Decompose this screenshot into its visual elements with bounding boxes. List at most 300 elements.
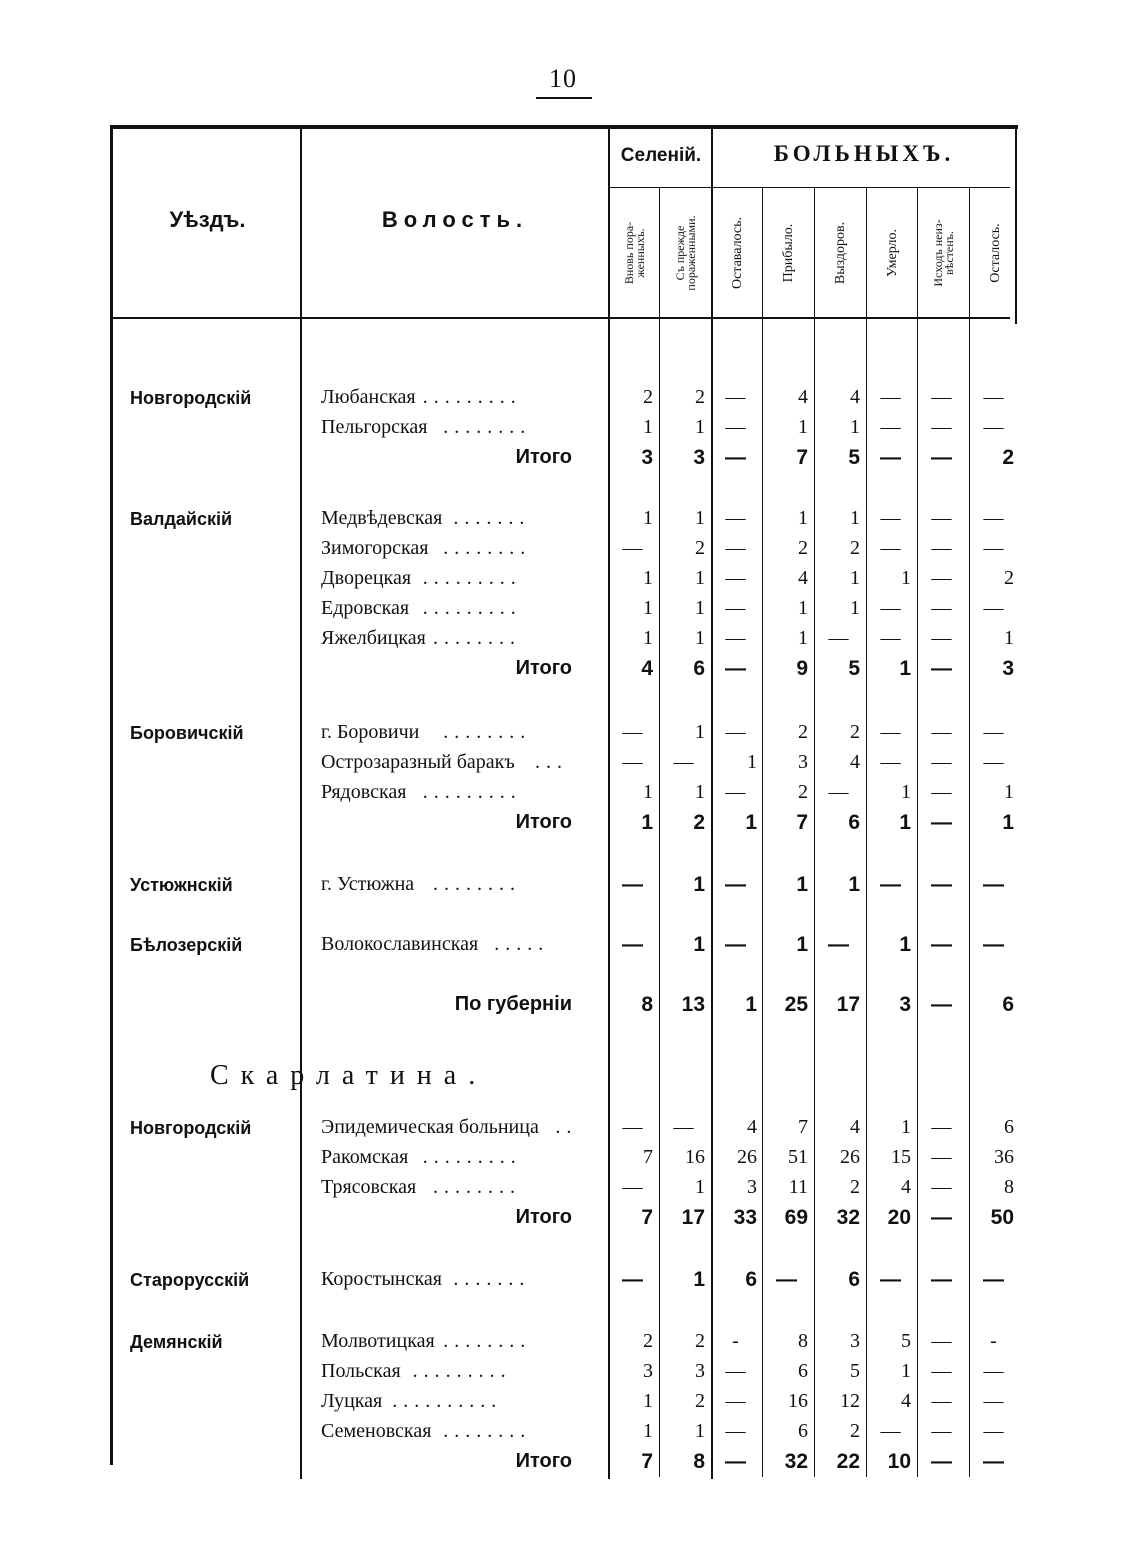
leader-dots: ......... [422,567,522,589]
value-cell: 16 [685,1146,705,1168]
volost-name: Рядовская [321,781,407,803]
value-cell: — [931,567,952,589]
value-cell: — [880,873,901,896]
value-cell: — [880,751,901,773]
table-row [110,1328,1020,1358]
leader-dots: ........ [433,1176,521,1198]
value-cell: — [725,873,746,896]
volost-name: г. Устюжна [321,873,415,895]
value-cell: — [931,537,952,559]
total-label: Итого [515,811,572,833]
value-cell: 51 [788,1146,808,1168]
value-cell: 5 [848,446,860,469]
page-number-underline [536,97,592,99]
value-cell: — [931,597,952,619]
value-cell: 1 [695,567,705,589]
value-cell: 1 [1004,627,1014,649]
value-cell: 1 [798,507,808,529]
value-cell: 3 [693,446,705,469]
uezd-name: Устюжнскій [130,875,233,895]
table-row-total [110,1204,1020,1234]
right-border [1015,129,1017,324]
value-cell: 1 [901,1360,911,1382]
table-row [110,535,1020,565]
column-header-4: Прибыло. [780,223,796,283]
volost-name: Луцкая [321,1390,383,1412]
value-cell: - [990,1330,997,1352]
value-cell: — [931,1450,952,1473]
table-row [110,779,1020,809]
leader-dots: ........ [443,1420,532,1442]
volost-name: Коростынская [321,1268,442,1290]
value-cell: 6 [848,811,860,834]
leader-dots: ........ [433,873,521,895]
value-cell: 4 [641,657,653,680]
total-label: Итого [515,446,572,468]
volost-name: Медвѣдевская [321,507,443,529]
leader-dots: ........ [433,627,521,649]
value-cell: — [983,416,1004,438]
value-cell: — [880,721,901,743]
leader-dots: ....... [453,1268,531,1290]
value-cell: 4 [798,386,808,408]
value-cell: — [931,721,952,743]
value-cell: 1 [745,811,757,834]
value-cell: 1 [643,1390,653,1412]
leader-dots: ......... [422,781,522,803]
table-row [110,1144,1020,1174]
value-cell: 2 [695,386,705,408]
value-cell: 1 [695,416,705,438]
value-cell: — [983,873,1004,896]
value-cell: — [983,507,1004,529]
value-cell: — [725,1420,746,1442]
value-cell: 4 [798,567,808,589]
value-cell: — [725,567,746,589]
value-cell: 3 [798,751,808,773]
value-cell: 26 [737,1146,757,1168]
value-cell: — [983,597,1004,619]
value-cell: 2 [695,537,705,559]
uezd-name: Валдайскій [130,509,233,529]
table-row [110,595,1020,625]
value-cell: — [725,507,746,529]
value-cell: — [880,537,901,559]
volost-name: Любанская [321,386,416,408]
table-row [110,931,1020,961]
value-cell: — [880,446,901,469]
value-cell: — [931,811,952,834]
value-cell: 11 [788,1176,808,1198]
value-cell: — [725,657,746,680]
value-cell: 26 [840,1146,860,1168]
table-row-total [110,809,1020,839]
value-cell: — [983,537,1004,559]
table-row-total [110,444,1020,474]
value-cell: 22 [836,1450,860,1473]
value-cell: — [880,416,901,438]
value-cell: 1 [899,657,911,680]
volost-name: Острозаразный баракъ [321,751,515,773]
table-row-total [110,991,1020,1021]
value-cell: 1 [695,627,705,649]
volost-name: Трясовская [321,1176,417,1198]
value-cell: 3 [643,1360,653,1382]
column-header-8: Осталось. [987,223,1003,283]
value-cell: 5 [850,1360,860,1382]
leader-dots: ....... [453,507,531,529]
uezd-name: Старорусскій [130,1270,250,1290]
value-cell: 7 [796,811,808,834]
leader-dots: .. [555,1116,578,1138]
value-cell: — [622,933,643,956]
volost-name: Польская [321,1360,401,1382]
value-cell: 2 [643,1330,653,1352]
value-cell: — [725,721,746,743]
value-cell: 1 [695,507,705,529]
value-cell: — [983,1450,1004,1473]
value-cell: — [931,751,952,773]
table-row [110,565,1020,595]
uezd-name: Бѣлозерскій [130,935,243,955]
value-cell: — [725,627,746,649]
value-cell: 25 [784,993,808,1016]
value-cell: — [983,386,1004,408]
value-cell: 1 [850,567,860,589]
table-row [110,1358,1020,1388]
value-cell: 5 [848,657,860,680]
value-cell: 32 [836,1206,860,1229]
value-cell: 8 [693,1450,705,1473]
value-cell: 2 [695,1330,705,1352]
value-cell: 1 [796,873,808,896]
value-cell: 15 [891,1146,911,1168]
value-cell: 6 [798,1420,808,1442]
value-cell: — [931,627,952,649]
value-cell: 4 [747,1116,757,1138]
volost-name: Яжелбицкая [321,627,426,649]
leader-dots: ..... [494,933,550,955]
value-cell: 1 [901,781,911,803]
value-cell: 7 [796,446,808,469]
value-cell: — [725,1450,746,1473]
value-cell: 2 [798,537,808,559]
value-cell: — [931,933,952,956]
value-cell: — [725,416,746,438]
leader-dots: ........ [443,1330,532,1352]
value-cell: 6 [1002,993,1014,1016]
value-cell: 7 [641,1450,653,1473]
value-cell: 3 [747,1176,757,1198]
value-cell: — [880,597,901,619]
value-cell: 1 [643,781,653,803]
value-cell: — [931,781,952,803]
value-cell: 33 [733,1206,757,1229]
value-cell: 2 [695,1390,705,1412]
value-cell: 1 [643,597,653,619]
value-cell: — [983,1268,1004,1291]
value-cell: — [725,1390,746,1412]
value-cell: — [880,1268,901,1291]
total-label: Итого [515,657,572,679]
leader-dots: ......... [412,1360,512,1382]
value-cell: — [622,873,643,896]
value-cell: — [931,1330,952,1352]
value-cell: 1 [643,627,653,649]
uezd-name: Новгородскій [130,1118,252,1138]
value-cell: 2 [850,537,860,559]
value-cell: — [725,597,746,619]
value-cell: — [880,507,901,529]
value-cell: 16 [788,1390,808,1412]
table-row [110,1418,1020,1448]
value-cell: 1 [798,627,808,649]
value-cell: 1 [695,781,705,803]
value-cell: 4 [850,1116,860,1138]
value-cell: 2 [850,1176,860,1198]
value-cell: — [931,1390,952,1412]
value-cell: 1 [641,811,653,834]
value-cell: 8 [798,1330,808,1352]
value-cell: 3 [1002,657,1014,680]
value-cell: — [983,1420,1004,1442]
volost-name: Эпидемическая больница [321,1116,539,1138]
value-cell: 3 [641,446,653,469]
value-cell: 1 [1002,811,1014,834]
value-cell: — [725,781,746,803]
value-cell: 50 [990,1206,1014,1229]
uezd-name: Боровичскій [130,723,244,743]
value-cell: 1 [693,873,705,896]
value-cell: — [931,1206,952,1229]
value-cell: 1 [693,933,705,956]
value-cell: 1 [643,416,653,438]
value-cell: — [983,1390,1004,1412]
table-row [110,1174,1020,1204]
table-row [110,1266,1020,1296]
value-cell: - [732,1330,739,1352]
value-cell: 4 [901,1176,911,1198]
header-bolnykh: БОЛЬНЫХЪ. [773,141,955,166]
value-cell: 1 [901,1116,911,1138]
value-cell: — [725,537,746,559]
value-cell: 1 [850,597,860,619]
value-cell: 9 [796,657,808,680]
volost-name: Молвотицкая [321,1330,435,1352]
uezd-name: Демянскій [130,1332,223,1352]
value-cell: — [673,751,694,773]
value-cell: — [828,627,849,649]
table-row [110,1388,1020,1418]
value-cell: — [622,1116,643,1138]
value-cell: 69 [784,1206,808,1229]
column-header-1: Вновь пора- женныхъ. [621,221,647,285]
total-label: Итого [515,1450,572,1472]
value-cell: — [931,657,952,680]
table-row [110,625,1020,655]
value-cell: 7 [643,1146,653,1168]
value-cell: 6 [745,1268,757,1291]
leader-dots: ........ [443,416,532,438]
value-cell: — [931,416,952,438]
value-cell: — [931,873,952,896]
column-header-3: Оставалось. [729,216,745,290]
value-cell: 8 [1004,1176,1014,1198]
value-cell: — [931,507,952,529]
value-cell: 3 [850,1330,860,1352]
value-cell: 2 [1004,567,1014,589]
leader-dots: ......... [422,597,522,619]
table-row [110,749,1020,779]
value-cell: 32 [784,1450,808,1473]
value-cell: 1 [848,873,860,896]
value-cell: 1 [798,597,808,619]
value-cell: — [983,721,1004,743]
table-row [110,871,1020,901]
value-cell: — [983,933,1004,956]
value-cell: — [931,1420,952,1442]
value-cell: 3 [695,1360,705,1382]
statistics-table [110,125,1020,1485]
value-cell: 1 [695,597,705,619]
column-header-6: Умерло. [884,228,900,278]
value-cell: 8 [641,993,653,1016]
value-cell: 1 [798,416,808,438]
leader-dots: ......... [422,386,522,408]
column-header-2: Съ прежде пораженными. [672,215,698,291]
value-cell: 1 [693,1268,705,1291]
value-cell: — [983,1360,1004,1382]
value-cell: 6 [848,1268,860,1291]
value-cell: 2 [798,781,808,803]
value-cell: 3 [899,993,911,1016]
value-cell: — [931,1146,952,1168]
value-cell: 13 [681,993,705,1016]
value-cell: 2 [850,1420,860,1442]
value-cell: 1 [899,933,911,956]
value-cell: 7 [641,1206,653,1229]
value-cell: 12 [840,1390,860,1412]
value-cell: 7 [798,1116,808,1138]
section-title: Скарлатина. [210,1060,488,1091]
value-cell: 2 [850,721,860,743]
value-cell: 36 [994,1146,1014,1168]
subheader-rule [610,187,1010,188]
total-label: По губерніи [454,993,572,1015]
value-cell: 5 [901,1330,911,1352]
header-bottom-rule [110,317,1010,319]
column-header-5: Выздоров. [832,221,848,285]
header-seleniy: Селеній. [620,145,702,166]
leader-dots: ......... [422,1146,522,1168]
value-cell: — [983,751,1004,773]
value-cell: 1 [643,507,653,529]
leader-dots: ........ [443,537,532,559]
table-row-total [110,655,1020,685]
volost-name: Зимогорская [321,537,429,559]
table-row [110,414,1020,444]
header-uezd: Уѣздъ. [169,207,246,232]
value-cell: 1 [643,567,653,589]
value-cell: 2 [643,386,653,408]
value-cell: 1 [695,721,705,743]
leader-dots: ... [535,751,568,773]
value-cell: — [880,1420,901,1442]
value-cell: 17 [836,993,860,1016]
column-header-7: Исходъ неиз- вѣстенъ. [930,219,956,287]
value-cell: 1 [850,416,860,438]
volost-name: Едровская [321,597,410,619]
uezd-name: Новгородскій [130,388,252,408]
value-cell: — [725,1360,746,1382]
value-cell: — [931,993,952,1016]
value-cell: — [725,386,746,408]
table-row [110,719,1020,749]
value-cell: — [931,1268,952,1291]
volost-name: Пельгорская [321,416,428,438]
value-cell: — [622,751,643,773]
value-cell: 1 [850,507,860,529]
value-cell: — [673,1116,694,1138]
value-cell: — [776,1268,797,1291]
value-cell: — [931,386,952,408]
value-cell: — [725,933,746,956]
value-cell: 1 [643,1420,653,1442]
value-cell: 1 [901,567,911,589]
table-row [110,1114,1020,1144]
value-cell: — [931,1360,952,1382]
total-label: Итого [515,1206,572,1228]
value-cell: — [622,1268,643,1291]
value-cell: — [828,933,849,956]
value-cell: 2 [798,721,808,743]
table-row [110,505,1020,535]
value-cell: 1 [796,933,808,956]
volost-name: Семеновская [321,1420,432,1442]
value-cell: 1 [695,1176,705,1198]
value-cell: 6 [798,1360,808,1382]
volost-name: Ракомская [321,1146,409,1168]
value-cell: 17 [681,1206,705,1229]
value-cell: 4 [850,386,860,408]
value-cell: 6 [1004,1116,1014,1138]
value-cell: 1 [747,751,757,773]
volost-name: г. Боровичи [321,721,420,743]
value-cell: — [622,1176,643,1198]
value-cell: — [931,1116,952,1138]
volost-name: Дворецкая [321,567,412,589]
value-cell: 10 [887,1450,911,1473]
table-row-total [110,1448,1020,1478]
value-cell: 2 [693,811,705,834]
value-cell: — [725,446,746,469]
value-cell: — [880,386,901,408]
value-cell: 2 [1002,446,1014,469]
table-top-rule [110,125,1018,129]
value-cell: — [622,537,643,559]
value-cell: 4 [850,751,860,773]
value-cell: — [931,1176,952,1198]
header-volost: Волость. [381,207,529,232]
table-row [110,384,1020,414]
leader-dots: ........ [443,721,532,743]
value-cell: — [931,446,952,469]
value-cell: 6 [693,657,705,680]
value-cell: 1 [695,1420,705,1442]
value-cell: — [622,721,643,743]
leader-dots: .......... [392,1390,503,1412]
value-cell: 20 [887,1206,911,1229]
